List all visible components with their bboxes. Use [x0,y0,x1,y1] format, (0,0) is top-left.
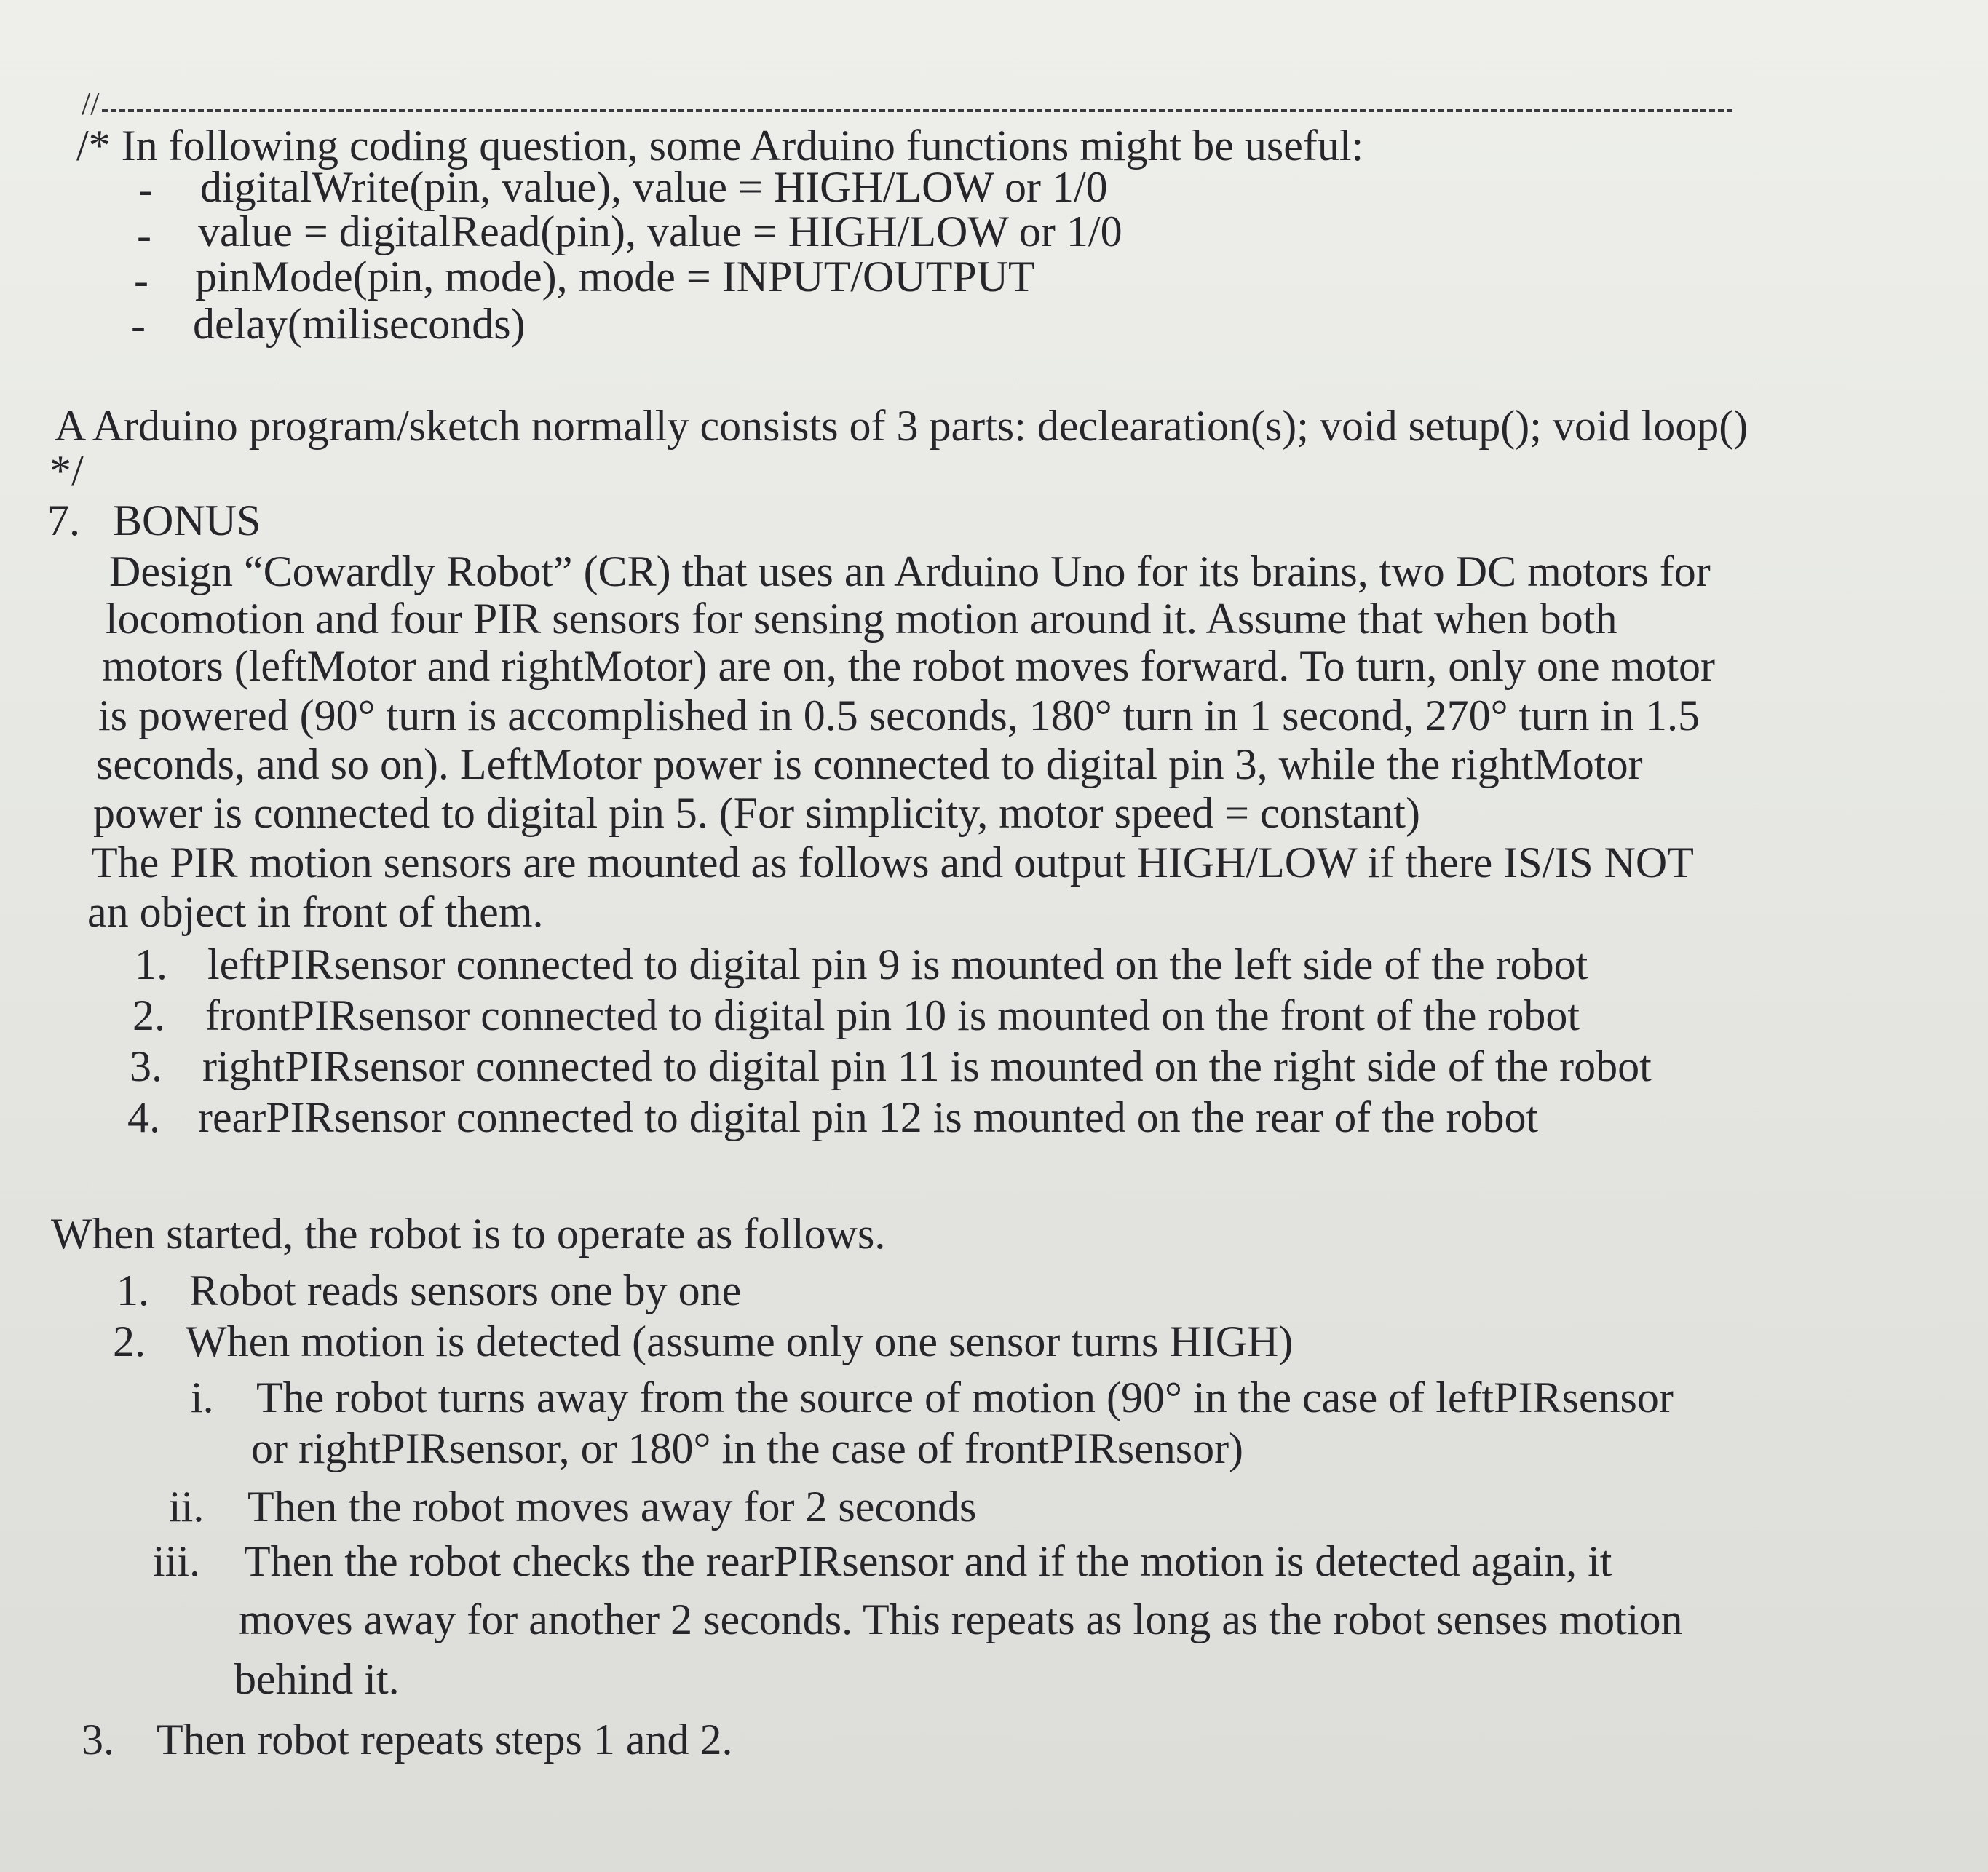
paragraph-line: motors (leftMotor and rightMotor) are on, the robot moves forward. To turn, only one motor [102,642,1715,690]
function-item: digitalWrite(pin, value), value = HIGH/LOW or 1/0 [200,163,1108,211]
sensor-item: leftPIRsensor connected to digital pin 9 is mounted on the left side of the robot [207,940,1588,988]
sensor-number: 1. [135,940,167,988]
paragraph-line: an object in front of them. [87,888,544,936]
substep-line: or rightPIRsensor, or 180° in the case of frontPIRsensor) [251,1424,1244,1472]
dashed-divider [102,109,1732,112]
step-item: Then robot repeats steps 1 and 2. [157,1716,733,1764]
substep-line: Then the robot checks the rearPIRsensor and if the motion is detected again, it [244,1537,1612,1585]
sensor-number: 2. [132,991,165,1039]
sensor-item: frontPIRsensor connected to digital pin 10 is mounted on the front of the robot [205,991,1580,1039]
sketch-note: A Arduino program/sketch normally consists of 3 parts: declearation(s); void setup(); void loop() [55,402,1749,450]
sensor-number: 4. [127,1093,160,1141]
function-item: value = digitalRead(pin), value = HIGH/LOW or 1/0 [198,207,1122,255]
step-item: Robot reads sensors one by one [189,1266,742,1314]
substep-number: i. [191,1373,214,1421]
paragraph-line: is powered (90° turn is accomplished in 0.5 seconds, 180° turn in 1 second, 270° turn in 1.5 [98,691,1700,739]
substep-line: Then the robot moves away for 2 seconds [247,1483,977,1531]
substep-line: The robot turns away from the source of motion (90° in the case of leftPIRsensor [256,1373,1674,1421]
step-number: 1. [116,1266,149,1314]
dash-bullet: - [137,211,151,259]
operation-intro: When started, the robot is to operate as follows. [51,1210,886,1258]
dash-bullet: - [134,256,148,304]
paragraph-line: seconds, and so on). LeftMotor power is connected to digital pin 3, while the rightMotor [96,740,1643,788]
paragraph-line: power is connected to digital pin 5. (For simplicity, motor speed = constant) [93,789,1420,837]
paragraph-line: The PIR motion sensors are mounted as follows and output HIGH/LOW if there IS/IS NOT [91,838,1694,887]
question-title: BONUS [113,496,261,544]
step-number: 2. [113,1317,146,1365]
function-item: pinMode(pin, mode), mode = INPUT/OUTPUT [195,253,1035,301]
substep-number: ii. [169,1483,205,1531]
sensor-item: rearPIRsensor connected to digital pin 12 is mounted on the rear of the robot [198,1093,1539,1141]
dash-bullet: - [131,301,146,349]
sensor-item: rightPIRsensor connected to digital pin 11 is mounted on the right side of the robot [202,1042,1652,1090]
comment-close: */ [49,447,84,495]
intro-comment: /* In following coding question, some Arduino functions might be useful: [76,122,1364,170]
step-item: When motion is detected (assume only one sensor turns HIGH) [186,1317,1294,1365]
paragraph-line: locomotion and four PIR sensors for sensing motion around it. Assume that when both [106,595,1617,643]
function-item: delay(miliseconds) [193,300,526,348]
substep-number: iii. [153,1537,201,1585]
question-number: 7. [47,496,80,544]
step-number: 3. [82,1716,114,1764]
substep-line: moves away for another 2 seconds. This repeats as long as the robot senses motion [239,1595,1683,1643]
substep-line: behind it. [234,1655,400,1703]
sensor-number: 3. [130,1042,162,1090]
comment-slashes: // [82,86,100,122]
dash-bullet: - [138,165,153,213]
paragraph-line: Design “Cowardly Robot” (CR) that uses an Arduino Uno for its brains, two DC motors for [109,547,1711,595]
